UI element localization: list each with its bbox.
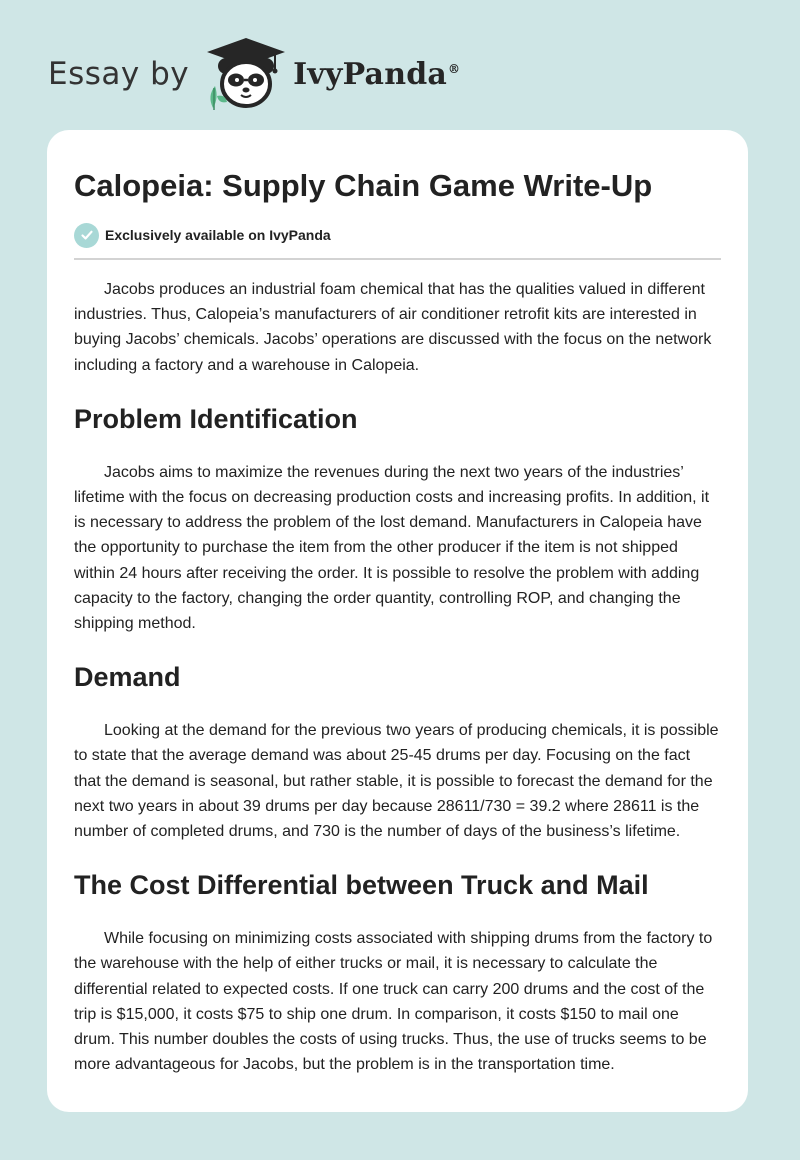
panda-logo-icon[interactable] — [203, 36, 289, 112]
section-heading-problem-identification: Problem Identification — [74, 403, 358, 434]
section-paragraph-demand: Looking at the demand for the previous two years of producing chemicals, it is possible to state that the average demand was about 25-45 drums per day. Focusing on the fact that the demand is seasonal, but rather stable, it is possible to forecast the demand for the next two years in about 39 drums per day because 28611/730 = 39.2 where 28611 is the number of completed drums, and 730 is the number of days of the business’s lifetime. — [74, 722, 719, 841]
page-title: Calopeia: Supply Chain Game Write-Up — [74, 168, 653, 203]
site-header — [48, 36, 460, 112]
section-paragraph-cost-differential: While focusing on minimizing costs associated with shipping drums from the factory to the warehouse with the help of either trucks or mail, it is necessary to calculate the differential related to expected costs. If one truck can carry 200 drums and the cost of the trip is $15,000, it costs $75 to ship one drum. In comparison, it costs $150 to mail one drum. This number doubles the costs of using trucks. Thus, the use of trucks seems to be more advantageous for Jacobs, but the problem is in the transportation time. — [74, 930, 713, 1074]
check-circle-icon — [74, 223, 99, 248]
exclusive-label: Exclusively available on IvyPanda — [105, 227, 331, 243]
essay-card — [47, 130, 748, 1112]
divider — [74, 258, 721, 260]
section-heading-cost-differential: The Cost Differential between Truck and Mail — [74, 870, 649, 901]
registered-mark: ® — [448, 61, 461, 76]
exclusive-badge — [74, 222, 721, 248]
intro-paragraph: Jacobs produces an industrial foam chemical that has the qualities valued in different industries. Thus, Calopeia’s manufacturers of air conditioner retrofit kits are interested in buying Jacobs’ chemicals. Jacobs’ operations are discussed with the focus on the network including a factory and a warehouse in Calopeia. — [74, 281, 712, 374]
section-paragraph-problem-identification: Jacobs aims to maximize the revenues during the next two years of the industries’ lifetime with the focus on decreasing production costs and increasing profits. In addition, it is necessary to address the problem of the lost demand. Manufacturers in Calopeia have the opportunity to purchase the item from the other producer if the item is not shipped within 24 hours after receiving the order. It is possible to resolve the problem with adding capacity to the factory, changing the order quantity, controlling ROP, and changing the shipping method. — [74, 463, 710, 633]
brand-prefix: Essay by — [48, 56, 190, 92]
brand-name: IvyPanda® — [293, 56, 461, 92]
section-heading-demand: Demand — [74, 662, 181, 693]
